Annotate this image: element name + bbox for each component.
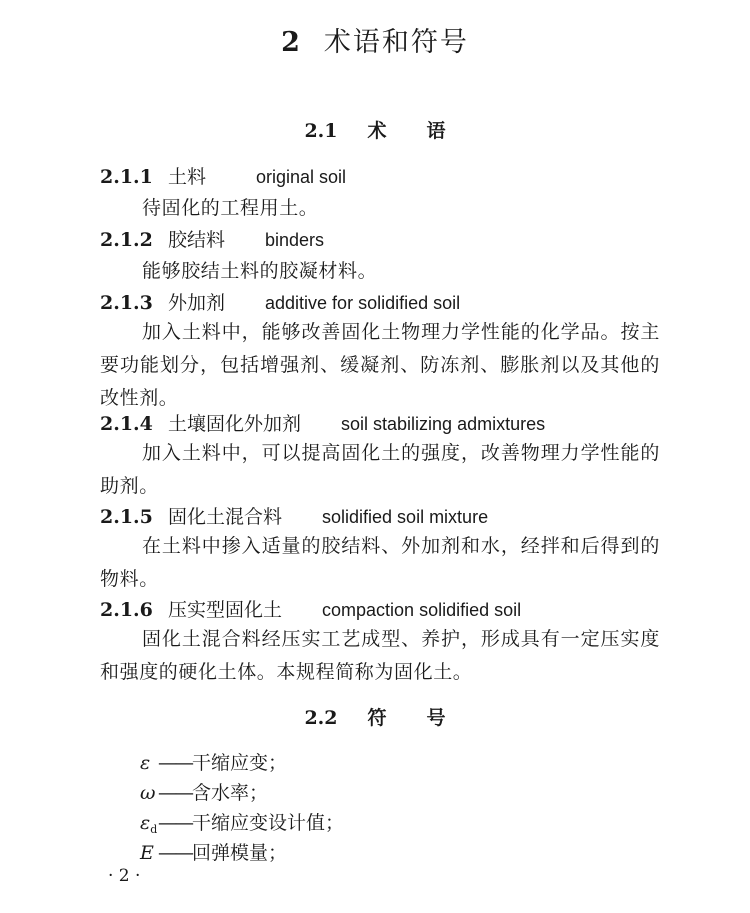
section-title-char: 号 <box>426 707 446 729</box>
symbol-base: ε <box>140 812 151 834</box>
term-definition: 加入土料中，可以提高固化土的强度，改善物理力学性能的助剂。 <box>100 442 660 497</box>
term-heading <box>100 502 488 529</box>
chapter-number: 2 <box>281 27 302 58</box>
symbol-dash: —— <box>158 782 192 804</box>
symbol-meaning: 干缩应变； <box>192 752 288 774</box>
section-number: 2.1 <box>304 120 338 142</box>
section-title-char: 符 <box>367 707 387 729</box>
page-number: · 2 · <box>108 866 141 886</box>
term-definition: 加入土料中，能够改善固化土物理力学性能的化学品。按主要功能划分，包括增强剂、缓凝剂、防冻剂、膨胀剂以及其他的改性剂。 <box>100 321 660 409</box>
symbol: ω <box>140 782 156 804</box>
chapter-title-text: 术语和符号 <box>323 27 469 58</box>
term-english: solidified soil mixture <box>322 507 489 527</box>
term-number: 2.1.2 <box>100 229 153 251</box>
term-english: original soil <box>256 167 347 187</box>
term-number: 2.1.4 <box>100 413 153 435</box>
symbol-subscript: d <box>150 823 158 836</box>
term-english: binders <box>265 230 325 250</box>
term-chinese: 压实型固化土 <box>168 599 283 621</box>
term-definition: 能够胶结土料的胶凝材料。 <box>142 260 378 282</box>
section-title-char: 术 <box>367 120 387 142</box>
symbol-row <box>140 838 287 865</box>
term-heading <box>100 288 460 315</box>
symbol-row <box>140 748 287 775</box>
symbol-meaning: 含水率； <box>192 782 269 804</box>
section-number: 2.2 <box>304 707 338 729</box>
symbol-row <box>140 808 344 836</box>
term-chinese: 土壤固化外加剂 <box>168 413 302 435</box>
term-english: soil stabilizing admixtures <box>341 414 546 434</box>
symbol: E <box>140 842 154 864</box>
term-english: additive for solidified soil <box>265 293 461 313</box>
symbol-dash: —— <box>158 812 192 834</box>
term-definition: 固化土混合料经压实工艺成型、养护，形成具有一定压实度和强度的硬化土体。本规程简称为固化土。 <box>100 628 660 683</box>
term-heading <box>100 162 346 189</box>
term-number: 2.1.5 <box>100 506 153 528</box>
symbol-row <box>140 778 268 805</box>
term-definition: 待固化的工程用土。 <box>142 197 319 219</box>
term-english: compaction solidified soil <box>322 600 522 620</box>
symbol: ε <box>140 752 151 774</box>
term-number: 2.1.3 <box>100 292 153 314</box>
symbol-meaning: 干缩应变设计值； <box>192 812 345 834</box>
term-chinese: 胶结料 <box>168 229 226 251</box>
term-heading <box>100 409 545 436</box>
symbol-dash: —— <box>158 842 192 864</box>
symbol <box>140 812 158 836</box>
term-heading <box>100 225 324 252</box>
symbol-meaning: 回弹模量； <box>192 842 288 864</box>
section-title-char: 语 <box>426 120 446 142</box>
section-title-terms <box>0 116 750 143</box>
chapter-title <box>0 20 750 59</box>
term-chinese: 固化土混合料 <box>168 506 283 528</box>
section-title-symbols <box>0 703 750 730</box>
term-definition: 在土料中掺入适量的胶结料、外加剂和水，经拌和后得到的物料。 <box>100 535 660 590</box>
symbol-dash: —— <box>158 752 192 774</box>
term-chinese: 土料 <box>168 166 207 188</box>
term-chinese: 外加剂 <box>168 292 226 314</box>
term-number: 2.1.1 <box>100 166 153 188</box>
term-number: 2.1.6 <box>100 599 153 621</box>
term-heading <box>100 595 521 622</box>
